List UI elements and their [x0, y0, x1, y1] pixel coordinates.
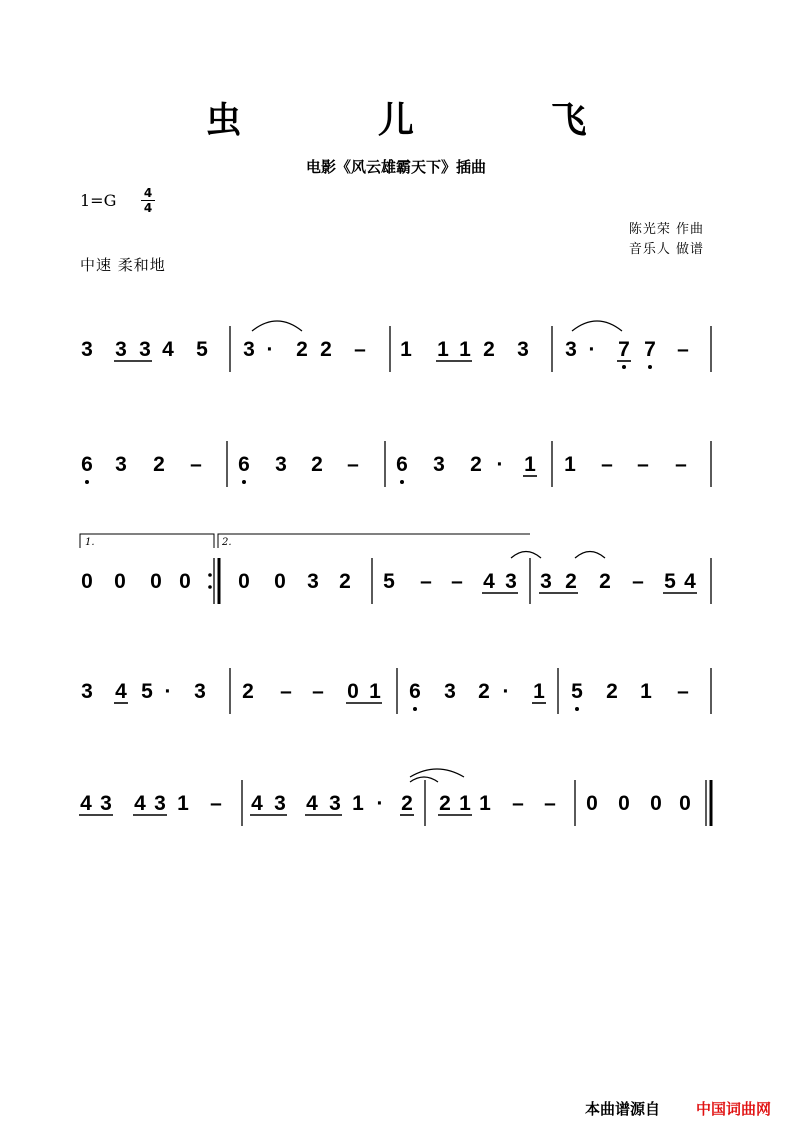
note: 4: [684, 570, 696, 593]
dash-extension: –: [210, 792, 222, 815]
note: 1: [533, 680, 545, 703]
octave-dot-below: [242, 480, 246, 484]
footer-site-name: 中国词曲网: [696, 1100, 772, 1118]
octave-dot-below: [85, 480, 89, 484]
note: 2: [339, 570, 351, 593]
note: 7: [644, 338, 656, 361]
time-signature-top: 4: [143, 186, 153, 200]
time-signature-bottom: 4: [143, 201, 153, 215]
note: 4: [483, 570, 495, 593]
note: 1: [437, 338, 449, 361]
note: 2: [320, 338, 332, 361]
note: 6: [81, 453, 93, 476]
note: 1: [459, 792, 471, 815]
repeat-dot: [208, 585, 212, 589]
note: 0: [238, 570, 250, 593]
note: 2: [153, 453, 165, 476]
note: 6: [396, 453, 408, 476]
note: 2: [401, 792, 413, 815]
dash-extension: –: [632, 570, 644, 593]
slurs: [252, 321, 622, 782]
note: 3: [433, 453, 445, 476]
note: 0: [618, 792, 630, 815]
dash-extension: –: [280, 680, 292, 703]
note: 4: [306, 792, 318, 815]
slur: [252, 321, 302, 331]
note: 5: [383, 570, 395, 593]
dash-extension: –: [451, 570, 463, 593]
note: 0: [150, 570, 162, 593]
note: 3: [81, 338, 93, 361]
note: 1: [352, 792, 364, 815]
note: 2: [242, 680, 254, 703]
note: 4: [162, 338, 174, 361]
note: 2: [483, 338, 495, 361]
note: 1: [640, 680, 652, 703]
slur: [575, 552, 605, 559]
note: 2: [296, 338, 308, 361]
note: 3: [194, 680, 206, 703]
note: 6: [238, 453, 250, 476]
note: 0: [347, 680, 359, 703]
note: 3: [139, 338, 151, 361]
dash-extension: –: [677, 680, 689, 703]
note: 5: [664, 570, 676, 593]
note: 1: [479, 792, 491, 815]
dot-augmentation: ·: [502, 680, 510, 703]
octave-dot-below: [575, 707, 579, 711]
note: 2: [565, 570, 577, 593]
note: 3: [275, 453, 287, 476]
dash-extension: –: [675, 453, 687, 476]
note: 2: [311, 453, 323, 476]
note: 1: [177, 792, 189, 815]
note: 3: [565, 338, 577, 361]
notes: [80, 338, 696, 815]
tempo-marking: 中速 柔和地: [80, 256, 166, 274]
note: 3: [274, 792, 286, 815]
composer-credit: 陈光荣 作曲: [628, 222, 704, 237]
octave-dot-below: [400, 480, 404, 484]
dash-extension: –: [347, 453, 359, 476]
note: 0: [586, 792, 598, 815]
note: 2: [439, 792, 451, 815]
note: 3: [243, 338, 255, 361]
volta-1-bracket: [80, 534, 214, 548]
note: 4: [80, 792, 92, 815]
note: 3: [444, 680, 456, 703]
note: 2: [599, 570, 611, 593]
note: 1: [400, 338, 412, 361]
slur: [572, 321, 622, 331]
slur: [410, 769, 464, 777]
note: 1: [524, 453, 536, 476]
note: 1: [459, 338, 471, 361]
note: 0: [179, 570, 191, 593]
dash-extension: –: [312, 680, 324, 703]
note: 1: [369, 680, 381, 703]
dash-extension: –: [512, 792, 524, 815]
volta-2-label: 2.: [222, 537, 232, 548]
dash-extension: –: [354, 338, 366, 361]
note: 0: [81, 570, 93, 593]
note: 3: [307, 570, 319, 593]
note: 3: [115, 453, 127, 476]
note: 0: [650, 792, 662, 815]
note: 0: [274, 570, 286, 593]
volta-2-bracket: [218, 534, 530, 548]
slur: [410, 777, 438, 782]
octave-dot-below: [622, 365, 626, 369]
octave-dot-below: [413, 707, 417, 711]
dot-augmentation: ·: [164, 680, 172, 703]
note: 2: [470, 453, 482, 476]
repeat-dot: [208, 573, 212, 577]
dash-extension: –: [190, 453, 202, 476]
slur: [511, 552, 541, 559]
note: 3: [540, 570, 552, 593]
dash-extension: –: [677, 338, 689, 361]
song-subtitle: 电影《风云雄霸天下》插曲: [305, 158, 486, 176]
dot-augmentation: ·: [266, 338, 274, 361]
dash-extension: –: [637, 453, 649, 476]
dot-augmentation: ·: [588, 338, 596, 361]
octave-dot-below: [648, 365, 652, 369]
transcriber-credit: 音乐人 做谱: [628, 242, 704, 257]
note: 3: [81, 680, 93, 703]
note: 5: [141, 680, 153, 703]
dot-augmentation: ·: [376, 792, 384, 815]
note: 0: [679, 792, 691, 815]
note: 5: [571, 680, 583, 703]
dash-extension: –: [601, 453, 613, 476]
repeat-sign: [208, 558, 219, 604]
note: 4: [115, 680, 127, 703]
note: 3: [100, 792, 112, 815]
note: 4: [134, 792, 146, 815]
note: 3: [115, 338, 127, 361]
dot-augmentation: ·: [496, 453, 504, 476]
note: 3: [154, 792, 166, 815]
note: 7: [618, 338, 630, 361]
note: 3: [517, 338, 529, 361]
key-signature: 1=G: [80, 191, 117, 210]
note: 2: [606, 680, 618, 703]
song-title: 虫 儿 飞: [205, 100, 649, 141]
note: 1: [564, 453, 576, 476]
note: 3: [505, 570, 517, 593]
note: 0: [114, 570, 126, 593]
note: 3: [329, 792, 341, 815]
dash-extension: –: [420, 570, 432, 593]
note: 2: [478, 680, 490, 703]
dash-extension: –: [544, 792, 556, 815]
note: 5: [196, 338, 208, 361]
note: 6: [409, 680, 421, 703]
note: 4: [251, 792, 263, 815]
footer-source-label: 本曲谱源自: [585, 1100, 661, 1118]
volta-brackets: [80, 534, 530, 548]
volta-1-label: 1.: [85, 537, 95, 548]
